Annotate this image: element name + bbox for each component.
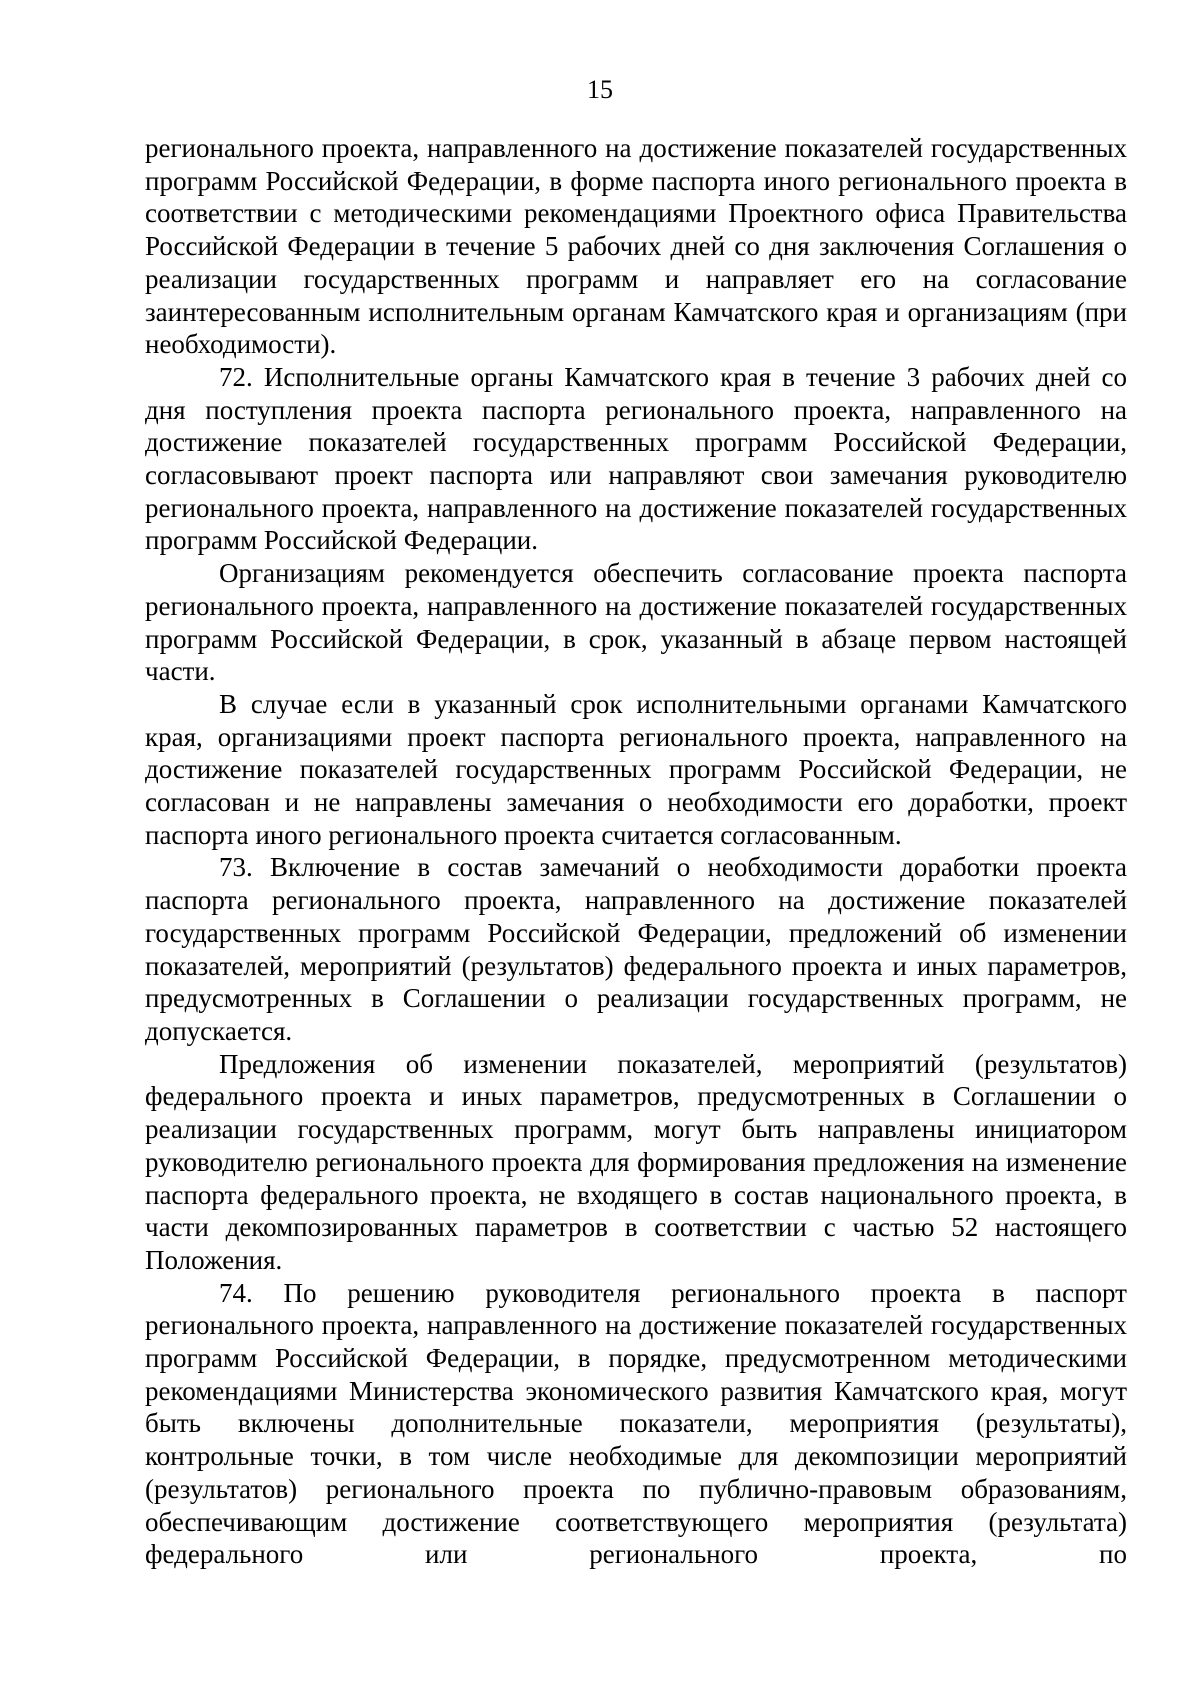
paragraph-74: 74. По решению руководителя регионального проекта в паспорт регионального проекта, направленного на достижение показателей государственных программ Российской Федерации, в порядке, предусмотренном методическими рекомендациями Министерства экономического развития Камчатского края, могут быть включены дополнительные показатели, мероприятия (результаты), контрольные точки, в том числе необходимые для декомпозиции мероприятий (результатов) регионального проекта по публично-правовым образованиям, обеспечивающим достижение соответствующего мероприятия (результата) федерального или регионального проекта, по (145, 1277, 1127, 1570)
paragraph-continuation: регионального проекта, направленного на достижение показателей государственных программ Российской Федерации, в форме паспорта иного регионального проекта в соответствии с методическими рекомендациями Проектного офиса Правительства Российской Федерации в течение 5 рабочих дней со дня заключения Соглашения о реализации государственных программ и направляет его на согласование заинтересованным исполнительным органам Камчатского края и организациям (при необходимости). (145, 133, 1127, 360)
page-number: 15 (587, 75, 613, 104)
paragraph-deemed-agreed: В случае если в указанный срок исполнительными органами Камчатского края, организациями проект паспорта регионального проекта, направленного на достижение показателей государственных программ Российской Федерации, не согласован и не направлены замечания о необходимости его доработки, проект паспорта иного регионального проекта считается согласованным. (145, 688, 1127, 850)
paragraph-73: 73. Включение в состав замечаний о необходимости доработки проекта паспорта регионального проекта, направленного на достижение показателей государственных программ Российской Федерации, предложений об изменении показателей, мероприятий (результатов) федерального проекта и иных параметров, предусмотренных в Соглашении о реализации государственных программ, не допускается. (145, 852, 1127, 1046)
paragraph-72: 72. Исполнительные органы Камчатского края в течение 3 рабочих дней со дня поступления проекта паспорта регионального проекта, направленного на достижение показателей государственных программ Российской Федерации, согласовывают проект паспорта или направляют свои замечания руководителю регионального проекта, направленного на достижение показателей государственных программ Российской Федерации. (145, 361, 1127, 556)
paragraph-organizations: Организациям рекомендуется обеспечить согласование проекта паспорта регионального проекта, направленного на достижение показателей государственных программ Российской Федерации, в срок, указанный в абзаце первом настоящей части. (145, 558, 1127, 687)
document-body (145, 132, 1127, 1571)
paragraph-proposals: Предложения об изменении показателей, мероприятий (результатов) федерального проекта и иных параметров, предусмотренных в Соглашении о реализации государственных программ, могут быть направлены инициатором руководителю регионального проекта для формирования предложения на изменение паспорта федерального проекта, не входящего в состав национального проекта, в части декомпозированных параметров в соответствии с частью 52 настоящего Положения. (145, 1048, 1127, 1275)
